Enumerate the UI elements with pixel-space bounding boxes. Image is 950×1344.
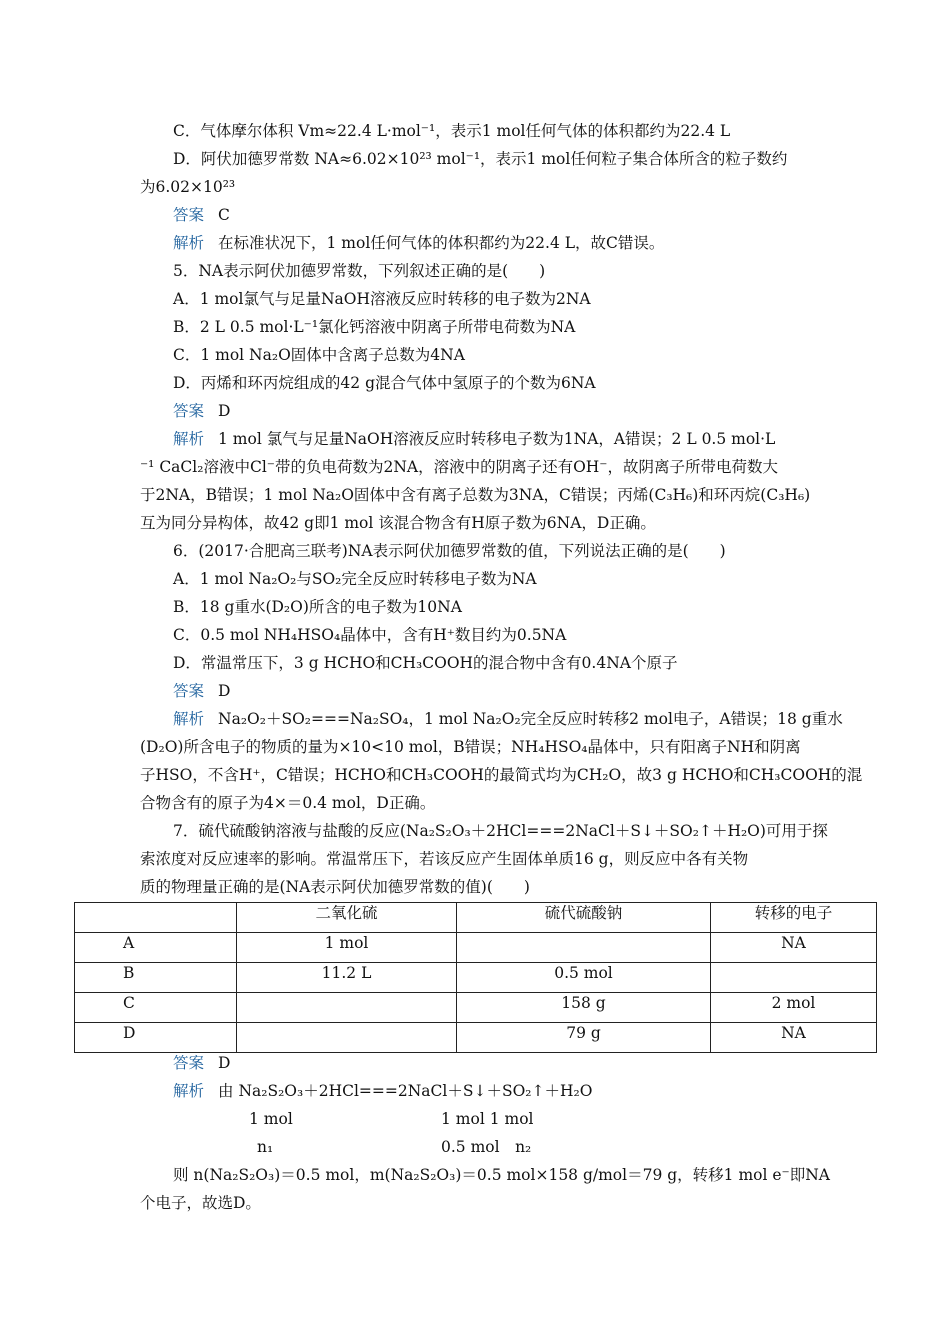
line-text: 在标准状况下，1 mol任何气体的体积都约为22.4 L，故C错误。 [218,234,665,252]
table-cell: 158 g [457,993,711,1023]
text-line [173,597,878,617]
reaction-equation: 由 Na₂S₂O₃＋2HCl===2NaCl＋S↓＋SO₂↑＋H₂O [218,1082,593,1100]
line-text: 互为同分异构体，故42 g即1 mol 该混合物含有H原子数为6NA，D正确。 [140,514,656,532]
line-text: ⁻¹ CaCl₂溶液中Cl⁻带的负电荷数为2NA，溶液中的阴离子还有OH⁻，故阴离子所带电荷数大 [140,458,778,476]
line-text: D [218,402,231,420]
table-header-cell: 二氧化硫 [237,903,457,933]
line-text: A．1 mol氯气与足量NaOH溶液反应时转移的电子数为2NA [173,290,591,308]
text-line [173,709,878,729]
text-line [173,261,878,281]
line-text: 1 mol 氯气与足量NaOH溶液反应时转移电子数为1NA，A错误；2 L 0.5 mol·L [218,430,776,448]
table-header-cell: 硫代硫酸钠 [457,903,711,933]
text-line [173,373,878,393]
analysis-line [173,1081,878,1101]
text-line [173,205,878,225]
answer-line [173,1053,878,1073]
line-text: 为6.02×10²³ [140,178,236,196]
table-cell: D [75,1023,237,1053]
line-text: D．丙烯和环丙烷组成的42 g混合气体中氢原子的个数为6NA [173,374,596,392]
table-cell: B [75,963,237,993]
stoich-row2-right: 0.5 mol n₂ [441,1138,532,1156]
table-cell: NA [711,933,877,963]
table-row [75,1023,877,1053]
text-line [140,737,878,757]
line-text: 于2NA，B错误；1 mol Na₂O固体中含有离子总数为3NA，C错误；丙烯(C₃H₆)和环丙烷(C₃H₆) [140,486,811,504]
text-line [173,233,878,253]
line-text: 索浓度对反应速率的影响。常温常压下，若该反应产生固体单质16 g，则反应中各有关物 [140,850,749,868]
table-cell: 0.5 mol [457,963,711,993]
table-cell [711,963,877,993]
line-text: C．1 mol Na₂O固体中含离子总数为4NA [173,346,465,364]
line-text: B．2 L 0.5 mol·L⁻¹氯化钙溶液中阴离子所带电荷数为NA [173,318,576,336]
table-cell: NA [711,1023,877,1053]
line-text: 7．硫代硫酸钠溶液与盐酸的反应(Na₂S₂O₃＋2HCl===2NaCl＋S↓＋SO₂↑＋H₂O)可用于探 [173,822,828,840]
table-cell: 11.2 L [237,963,457,993]
text-line [140,457,878,477]
text-line [173,345,878,365]
table-header-cell: 转移的电子 [711,903,877,933]
table-row [75,963,877,993]
conclusion-line: 个电子，故选D。 [140,1194,261,1212]
line-text: 子HSO，不含H⁺，C错误；HCHO和CH₃COOH的最简式均为CH₂O，故3 g HCHO和CH₃COOH的混 [140,766,863,784]
table-row [75,933,877,963]
table-row [75,993,877,1023]
text-line [173,121,878,141]
line-text: Na₂O₂＋SO₂===Na₂SO₄，1 mol Na₂O₂完全反应时转移2 mol电子，A错误；18 g重水 [218,710,843,728]
analysis-label: 解析 [173,234,205,252]
text-line [140,849,878,869]
text-line [140,793,878,813]
analysis-label: 解析 [173,1082,205,1100]
text-line [173,289,878,309]
line-text: D [218,682,231,700]
text-line [173,317,878,337]
table-cell: 2 mol [711,993,877,1023]
line-text: 合物含有的原子为4×＝0.4 mol，D正确。 [140,794,436,812]
stoich-row1-right: 1 mol 1 mol [441,1110,534,1128]
answer-label: 答案 [173,402,205,420]
analysis-label: 解析 [173,710,205,728]
line-text: C [218,206,230,224]
text-line [140,513,878,533]
line-text: (D₂O)所含电子的物质的量为×10<10 mol，B错误；NH₄HSO₄晶体中，只有阳离子NH和阴离 [140,738,801,756]
line-text: A．1 mol Na₂O₂与SO₂完全反应时转移电子数为NA [173,570,537,588]
answer-label: 答案 [173,206,205,224]
text-line [140,485,878,505]
answer-label: 答案 [173,682,205,700]
line-text: C．0.5 mol NH₄HSO₄晶体中，含有H⁺数目约为0.5NA [173,626,567,644]
conclusion-line: 则 n(Na₂S₂O₃)＝0.5 mol，m(Na₂S₂O₃)＝0.5 mol×158 g/mol＝79 g，转移1 mol e⁻即NA [173,1166,830,1184]
text-line [173,401,878,421]
line-text: B．18 g重水(D₂O)所含的电子数为10NA [173,598,462,616]
analysis-label: 解析 [173,430,205,448]
table-cell: 1 mol [237,933,457,963]
answer-text: D [218,1054,231,1072]
table-cell [457,933,711,963]
text-line [173,625,878,645]
line-text: D．常温常压下，3 g HCHO和CH₃COOH的混合物中含有0.4NA个原子 [173,654,678,672]
text-line [140,765,878,785]
answer-table [74,902,877,1053]
table-cell: 79 g [457,1023,711,1053]
answer-label: 答案 [173,1054,205,1072]
text-line [173,569,878,589]
stoich-row2-left: n₁ [257,1138,274,1156]
line-text: 质的物理量正确的是(NA表示阿伏加德罗常数的值)( ) [140,878,530,896]
line-text: 6．(2017·合肥高三联考)NA表示阿伏加德罗常数的值，下列说法正确的是( ) [173,542,726,560]
text-line [140,877,878,897]
stoich-row1-left: 1 mol [249,1110,293,1128]
text-line [173,541,878,561]
text-line [173,653,878,673]
line-text: 5．NA表示阿伏加德罗常数，下列叙述正确的是( ) [173,262,546,280]
table-cell: C [75,993,237,1023]
text-line [173,681,878,701]
table-header-cell [75,903,237,933]
text-line [173,149,878,169]
table-header-row [75,903,877,933]
text-line [173,429,878,449]
table-cell [237,1023,457,1053]
text-line [173,821,878,841]
table-cell [237,993,457,1023]
text-line [140,177,878,197]
line-text: C．气体摩尔体积 Vm≈22.4 L·mol⁻¹，表示1 mol任何气体的体积都约为22.4 L [173,122,731,140]
table-cell: A [75,933,237,963]
line-text: D．阿伏加德罗常数 NA≈6.02×10²³ mol⁻¹，表示1 mol任何粒子集合体所含的粒子数约 [173,150,788,168]
